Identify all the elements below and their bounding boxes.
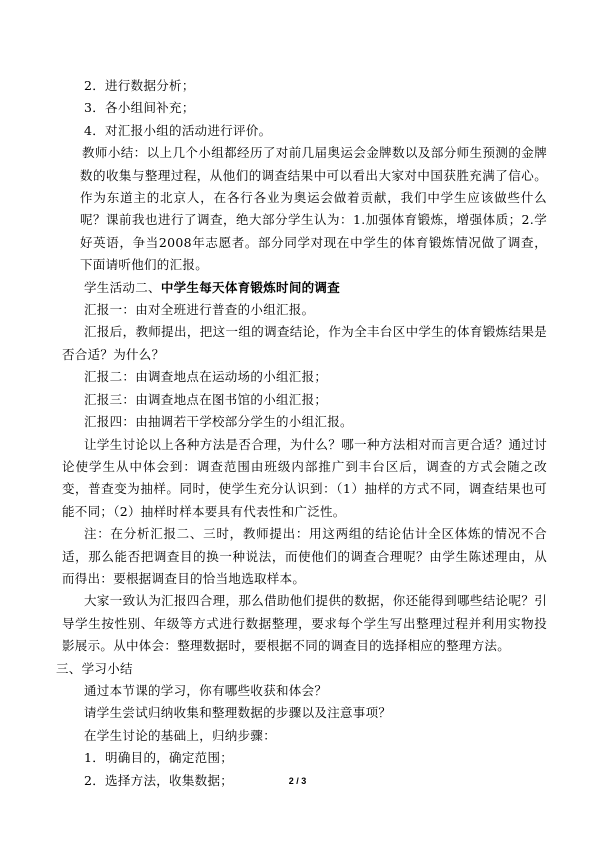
step-2: 2．进行数据分析； (84, 78, 195, 93)
step-4: 4．对汇报小组的活动进行评价。 (84, 122, 272, 138)
activity-two-prefix: 学生活动二、 (84, 279, 161, 295)
teacher-summary-paragraph: 教师小结：以上几个小组都经历了对前几届奥运会金牌数以及部分师生预测的金牌数的收集与整理过程，从他们的调查结果中可以看出大家对中国获胜充满了信心。作为东道主的北京人，在各行各业为奥运会做着贡献，我们中学生应该做些什么呢？课前我也进行了调查，绝大部分学生认为：1.加强体育锻炼，增强体质；2.学好英语，争当2008年志愿者。部分同学对现在中学生的体育锻炼情况做了调查，下面请听他们的汇报。 (80, 145, 547, 273)
summary-basis: 在学生讨论的基础上，归纳步骤： (84, 727, 277, 743)
conclusion-paragraph: 大家一致认为汇报四合理，那么借助他们提供的数据，你还能得到哪些结论呢？引导学生按性别、年级等方式进行数据整理，要求每个学生写出整理过程并利用实物投影展示。从中体会：整理数据时，要根据不同的调查目的选择相应的整理方法。 (62, 593, 547, 654)
teacher-question-paragraph: 汇报后，教师提出，把这一组的调查结论，作为全丰台区中学生的体育锻炼结果是否合适？为什么？ (62, 324, 547, 362)
summary-task: 请学生尝试归纳收集和整理数据的步骤以及注意事项？ (84, 705, 392, 721)
report-two: 汇报二：由调查地点在运动场的小组汇报； (84, 369, 328, 385)
summary-step-1: 1．明确目的，确定范围； (84, 750, 234, 766)
report-four: 汇报四：由抽调若干学校部分学生的小组汇报。 (84, 414, 353, 430)
discussion-paragraph: 让学生讨论以上各种方法是否合理，为什么？哪一种方法相对而言更合适？通过讨论使学生从中体会到：调查范围由班级内部推广到丰台区后，调查的方式会随之改变，普查变为抽样。同时，使学生充分认识到：（1）抽样的方式不同，调查结果也可能不同；（2）抽样时样本要具有代表性和广泛性。 (62, 436, 547, 519)
page-number: 2 / 3 (288, 776, 307, 786)
note-paragraph: 注：在分析汇报二、三时，教师提出：用这两组的结论估计全区体炼的情况不合适，那么能否把调查目的换一种说法，而使他们的调查合理呢？由学生陈述理由，从而得出：要根据调查目的恰当地选取样本。 (62, 526, 547, 586)
activity-two-heading (62, 277, 547, 299)
activity-two-title: 中学生每天体育锻炼时间的调查 (160, 279, 341, 295)
step-3: 3．各小组间补充； (84, 100, 195, 116)
report-one: 汇报一：由对全班进行普查的小组汇报。 (84, 302, 315, 318)
summary-step-2: 2．选择方法，收集数据； (84, 772, 234, 788)
document-body (56, 75, 547, 792)
report-three: 汇报三：由调查地点在图书馆的小组汇报； (84, 391, 328, 407)
summary-question: 通过本节课的学习，你有哪些收获和体会？ (84, 682, 328, 698)
section-three-heading: 三、学习小结 (56, 660, 133, 676)
